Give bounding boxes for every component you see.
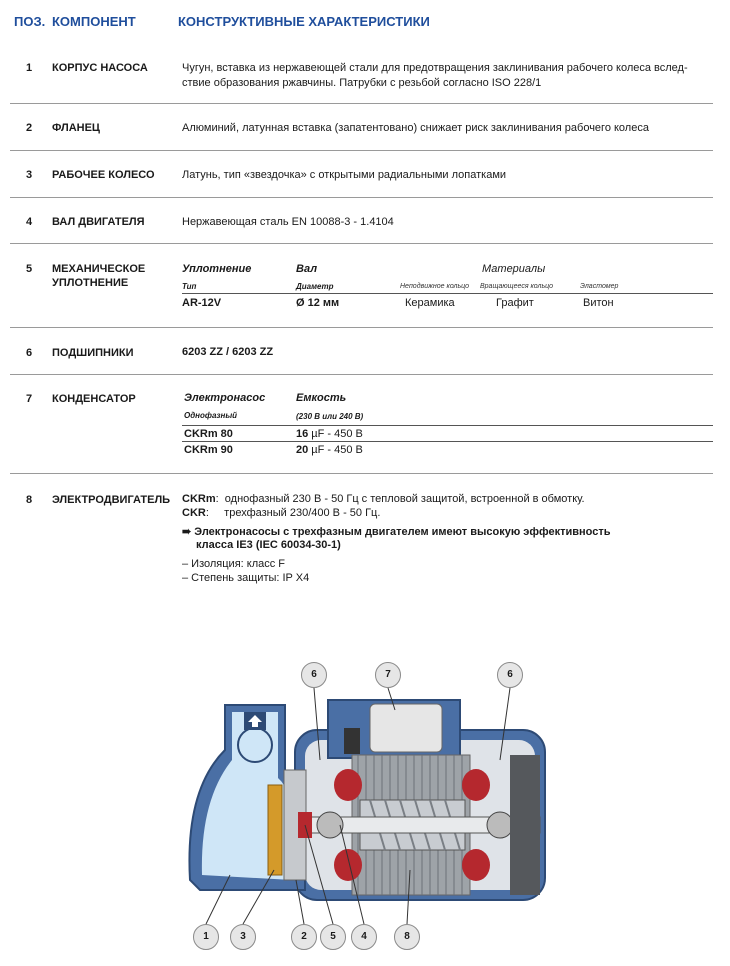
seal-value-type: AR-12V [182,297,222,309]
motor-insulation: – Изоляция: класс F [182,558,286,570]
motor-note-line2: класса IE3 (IEC 60034-30-1) [196,539,341,551]
header-pos: ПОЗ. [14,14,46,29]
row-1-desc-line2: ствие образования ржавчины. Патрубки с резьбой согласно ISO 228/1 [182,77,542,89]
row-6-num: 6 [26,347,33,359]
motor-protection: – Степень защиты: IP X4 [182,572,310,584]
motor-line-single-phase: CKRm: однофазный 230 В - 50 Гц с тепловой защитой, встроенной в обмотку. [182,493,585,505]
seal-header-shaft: Вал [296,263,318,275]
seal-header-seal: Уплотнение [182,263,252,275]
motor-note-line1: ➠ Электронасосы с трехфазным двигателем имеют высокую эффективность [182,526,611,538]
row-6-desc: 6203 ZZ / 6203 ZZ [182,346,274,358]
row-5-name-line1: МЕХАНИЧЕСКОЕ [52,263,146,275]
row-1-name: КОРПУС НАСОСА [52,62,148,74]
callout-8: 8 [394,924,420,950]
callout-6-left: 6 [301,662,327,688]
seal-value-rotating-ring: Графит [496,297,534,309]
row-8-num: 8 [26,494,33,506]
row-4-desc: Нержавеющая сталь EN 10088-3 - 1.4104 [182,216,394,228]
seal-value-diameter: Ø 12 мм [296,297,340,309]
callout-1: 1 [193,924,219,950]
row-1-num: 1 [26,62,33,74]
callout-4: 4 [351,924,377,950]
cap-sub-voltage: (230 В или 240 В) [296,412,364,421]
row-8-name: ЭЛЕКТРОДВИГАТЕЛЬ [52,494,171,506]
row-2-desc: Алюминий, латунная вставка (запатентовано) снижает риск заклинивания рабочего колеса [182,122,649,134]
header-component: КОМПОНЕНТ [52,14,136,29]
callout-5: 5 [320,924,346,950]
seal-sub-elastomer: Эластомер [580,283,619,290]
row-7-num: 7 [26,393,33,405]
cap-sub-single-phase: Однофазный [184,411,238,420]
cap-header-capacity: Емкость [296,392,347,404]
row-7-name: КОНДЕНСАТОР [52,393,136,405]
row-2-num: 2 [26,122,33,134]
row-6-name: ПОДШИПНИКИ [52,347,134,359]
cap-row-2-value: 20 µF - 450 В [296,444,363,456]
row-3-desc: Латунь, тип «звездочка» с открытыми радиальными лопатками [182,169,507,181]
seal-sub-diameter: Диаметр [296,282,334,291]
row-4-name: ВАЛ ДВИГАТЕЛЯ [52,216,145,228]
callout-2: 2 [291,924,317,950]
cap-row-2-model: CKRm 90 [184,444,233,456]
row-2-name: ФЛАНЕЦ [52,122,100,134]
row-3-num: 3 [26,169,33,181]
seal-header-materials: Материалы [482,263,546,275]
row-1-desc-line1: Чугун, вставка из нержавеющей стали для предотвращения заклинивания рабочего колеса вслед- [182,62,688,74]
seal-sub-type: Тип [182,282,197,291]
callout-3: 3 [230,924,256,950]
row-4-num: 4 [26,216,33,228]
cap-row-1-model: CKRm 80 [184,428,233,440]
cap-row-1-value: 16 µF - 450 В [296,428,363,440]
cap-header-pump: Электронасос [184,392,266,404]
row-5-name-line2: УПЛОТНЕНИЕ [52,277,129,289]
seal-value-elastomer: Витон [583,297,614,309]
seal-sub-fixed-ring: Неподвижное кольцо [400,283,470,290]
header-characteristics: КОНСТРУКТИВНЫЕ ХАРАКТЕРИСТИКИ [178,14,430,29]
callout-6-right: 6 [497,662,523,688]
seal-sub-rotating-ring: Вращающееся кольцо [480,283,554,290]
seal-value-fixed-ring: Керамика [405,297,455,309]
row-5-num: 5 [26,263,33,275]
motor-line-three-phase: CKR: трехфазный 230/400 В - 50 Гц. [182,507,381,519]
callout-7: 7 [375,662,401,688]
row-3-name: РАБОЧЕЕ КОЛЕСО [52,169,155,181]
